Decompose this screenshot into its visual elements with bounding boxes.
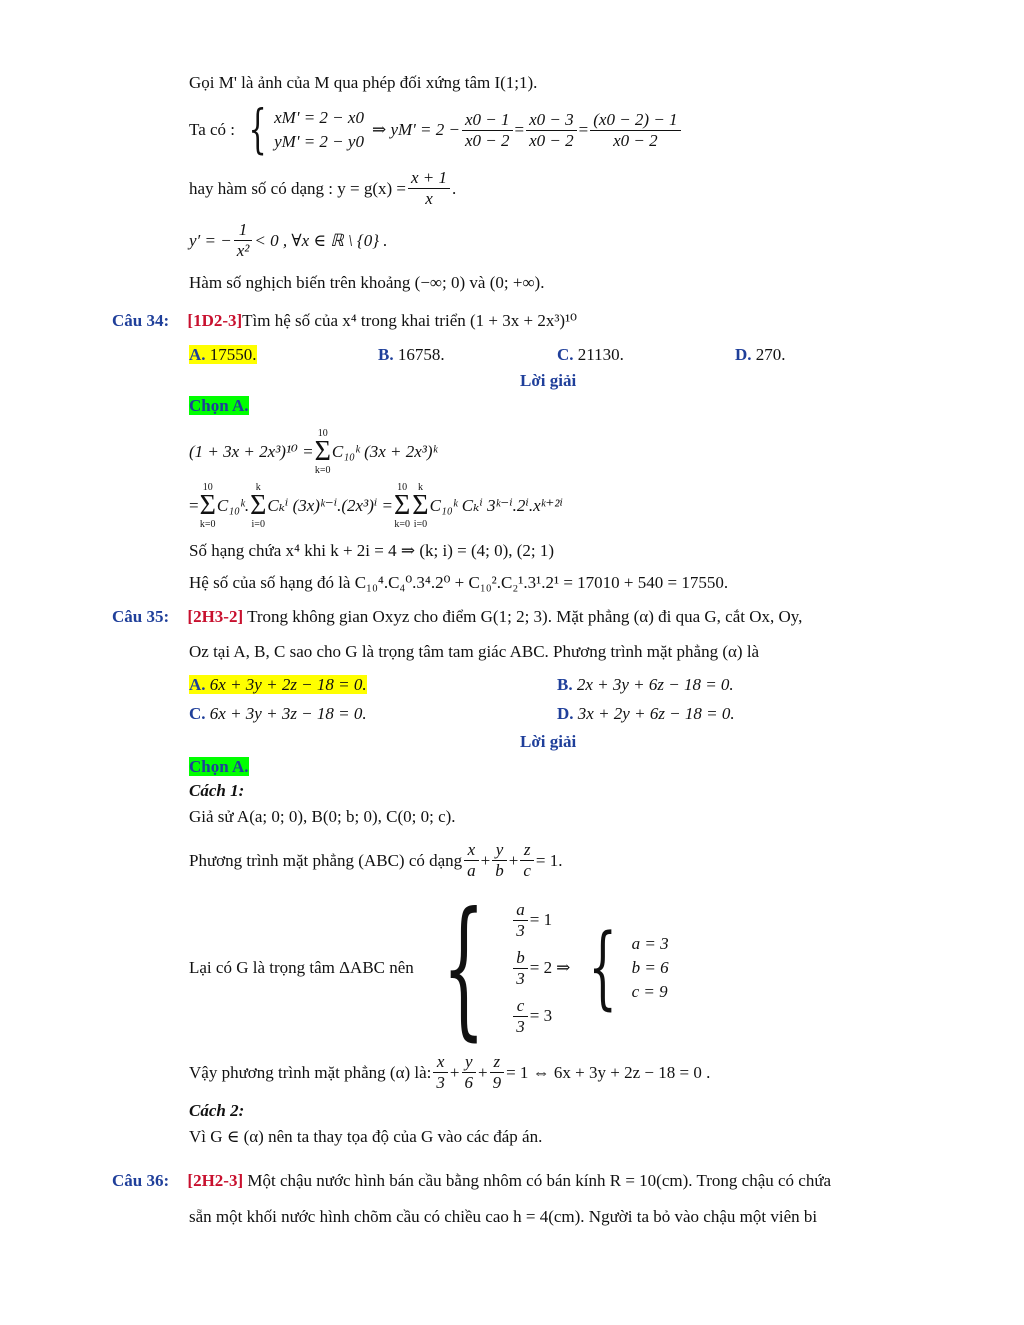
option-a[interactable]: A. 17550. bbox=[189, 345, 257, 364]
sum-symbol: k Σ i=0 bbox=[412, 482, 429, 530]
question-text: sẵn một khối nước hình chõm cầu có chiều cao h = 4(cm). Người ta bỏ vào chậu một viên bi bbox=[189, 1207, 818, 1226]
option-c[interactable]: C. 6x + 3y + 3z − 18 = 0. bbox=[189, 704, 367, 723]
text-line: hay hàm số có dạng : y = g(x) = $\frac{x + 1}{x}$ . bbox=[189, 168, 457, 208]
fraction: $\frac{x0 - 3}{x0 - 2}$ bbox=[526, 110, 577, 151]
expansion-line-2: = 10 Σ k=0 C₁₀ᵏ. k Σ i=0 Cₖⁱ (3x)ᵏ⁻ⁱ.(2x³)ⁱ = 10 Σ k=0 k Σ i=0 C₁₀ᵏ Cₖⁱ 3ᵏ⁻ⁱ.2ⁱ.xᵏ⁺²ⁱ bbox=[189, 482, 563, 530]
text-line: Vì G ∈ (α) nên ta thay tọa độ của G vào các đáp án. bbox=[189, 1127, 543, 1146]
chosen-answer: Chọn A. bbox=[189, 757, 249, 776]
fraction: $\frac{x0 - 1}{x0 - 2}$ bbox=[462, 110, 513, 151]
question-label: Câu 36: bbox=[112, 1171, 170, 1190]
question-34-header bbox=[112, 310, 577, 332]
sum-symbol: k Σ i=0 bbox=[250, 482, 267, 530]
option-a[interactable]: A. 6x + 3y + 2z − 18 = 0. bbox=[189, 675, 367, 694]
option-d[interactable]: D. 3x + 2y + 6z − 18 = 0. bbox=[557, 704, 735, 723]
equation-system: { $\frac{a}{3}$ = 1 $\frac{b}{3}$ = 2 $\frac{c}{3}$ = 3 bbox=[442, 881, 553, 1055]
math-text: y′ = − bbox=[189, 230, 232, 250]
sum-symbol: 10 Σ k=0 bbox=[199, 482, 216, 530]
text-line: Vậy phương trình mặt phẳng (α) là: $\frac{x}{3}$ + $\frac{y}{6}$ + $\frac{z}{9}$ = 1 ⇔ 6x + 3y + 2z − 18 = 0 . bbox=[189, 1052, 711, 1092]
fraction: $\frac{1}{\text{x²}}$ bbox=[234, 220, 253, 261]
option-c[interactable]: C. 21130. bbox=[557, 345, 624, 364]
question-tag: [2H3-2] bbox=[187, 607, 244, 626]
centroid-system-line: Lại có G là trọng tâm ΔABC nên { $\frac{a}{3}$ = 1 $\frac{b}{3}$ = 2 $\frac{c}{3}$ = 3 ⇒ { a = 3 b = 6 c = 9 bbox=[189, 881, 669, 1055]
question-label: Câu 35: bbox=[112, 607, 170, 626]
text-label: hay hàm số có dạng : y = g(x) = bbox=[189, 178, 406, 198]
system-row: yM' = 2 − y0 bbox=[274, 132, 364, 151]
text-line: Số hạng chứa x⁴ khi k + 2i = 4 ⇒ (k; i) = (4; 0), (2; 1) bbox=[189, 541, 555, 560]
sum-symbol: 10 Σ k=0 bbox=[314, 428, 331, 476]
system-line: Ta có : { xM' = 2 − x0 yM' = 2 − y0 ⇒ yM' = 2 − $\frac{x0 - 1}{x0 - 2}$ = $\frac{x0 - 3}{x0 - 2}$ = $\frac{(x0 - 2) - 1}{x0 - 2}$ bbox=[189, 104, 683, 156]
equation-system: { xM' = 2 − x0 yM' = 2 − y0 bbox=[248, 100, 364, 160]
solution-title: Lời giải bbox=[520, 732, 577, 751]
expansion-line-1: (1 + 3x + 2x³)¹⁰ = 10 Σ k=0 C₁₀ᵏ (3x + 2x³)ᵏ bbox=[189, 428, 438, 476]
question-tag: [2H2-3] bbox=[187, 1171, 244, 1190]
sum-symbol: 10 Σ k=0 bbox=[394, 482, 411, 530]
solution-title: Lời giải bbox=[520, 371, 577, 390]
question-text: Trong không gian Oxyz cho điểm G(1; 2; 3). Mặt phẳng (α) đi qua G, cắt Ox, Oy, bbox=[247, 607, 803, 626]
text-line: Giả sử A(a; 0; 0), B(0; b; 0), C(0; 0; c). bbox=[189, 807, 456, 826]
question-36-header bbox=[112, 1170, 831, 1192]
question-text: Oz tại A, B, C sao cho G là trọng tâm tam giác ABC. Phương trình mặt phẳng (α) là bbox=[189, 642, 760, 661]
option-b[interactable]: B. 2x + 3y + 6z − 18 = 0. bbox=[557, 675, 734, 694]
text-line: Hàm số nghịch biến trên khoảng (−∞; 0) và (0; +∞). bbox=[189, 273, 545, 292]
question-label: Câu 34: bbox=[112, 311, 170, 330]
text-label: Ta có : bbox=[189, 120, 236, 139]
math-text: < 0 , ∀x ∈ ℝ \ {0} . bbox=[254, 230, 388, 250]
fraction: $\frac{(x0 - 2) - 1}{x0 - 2}$ bbox=[590, 110, 680, 151]
question-text: Một chậu nước hình bán cầu bằng nhôm có bán kính R = 10(cm). Trong chậu có chứa bbox=[247, 1171, 832, 1190]
text-line: Phương trình mặt phẳng (ABC) có dạng $\frac{x}{a}$ + $\frac{y}{b}$ + $\frac{z}{c}$ = 1. bbox=[189, 840, 563, 880]
option-b[interactable]: B. 16758. bbox=[378, 345, 445, 364]
method-1-title: Cách 1: bbox=[189, 781, 245, 800]
text-line bbox=[189, 220, 388, 261]
method-2-title: Cách 2: bbox=[189, 1101, 245, 1120]
question-tag: [1D2-3] bbox=[187, 311, 243, 330]
text-line: Hệ số của số hạng đó là C₁₀⁴.C₄⁰.3⁴.2⁰ + C₁₀².C₂¹.3¹.2¹ = 17010 + 540 = 17550. bbox=[189, 573, 729, 592]
system-row: xM' = 2 − x0 bbox=[274, 108, 364, 127]
option-d[interactable]: D. 270. bbox=[735, 345, 786, 364]
fraction: $\frac{x + 1}{x}$ bbox=[408, 168, 450, 209]
question-text: Tìm hệ số của x⁴ trong khai triển (1 + 3x + 2x³)¹⁰ bbox=[242, 311, 577, 330]
equation-system: { a = 3 b = 6 c = 9 bbox=[588, 915, 669, 1020]
text-line: Gọi M' là ảnh của M qua phép đối xứng tâm I(1;1). bbox=[189, 73, 538, 92]
math-text: ⇒ yM' = 2 − bbox=[371, 120, 460, 139]
chosen-answer: Chọn A. bbox=[189, 396, 249, 415]
question-35-header bbox=[112, 606, 802, 628]
